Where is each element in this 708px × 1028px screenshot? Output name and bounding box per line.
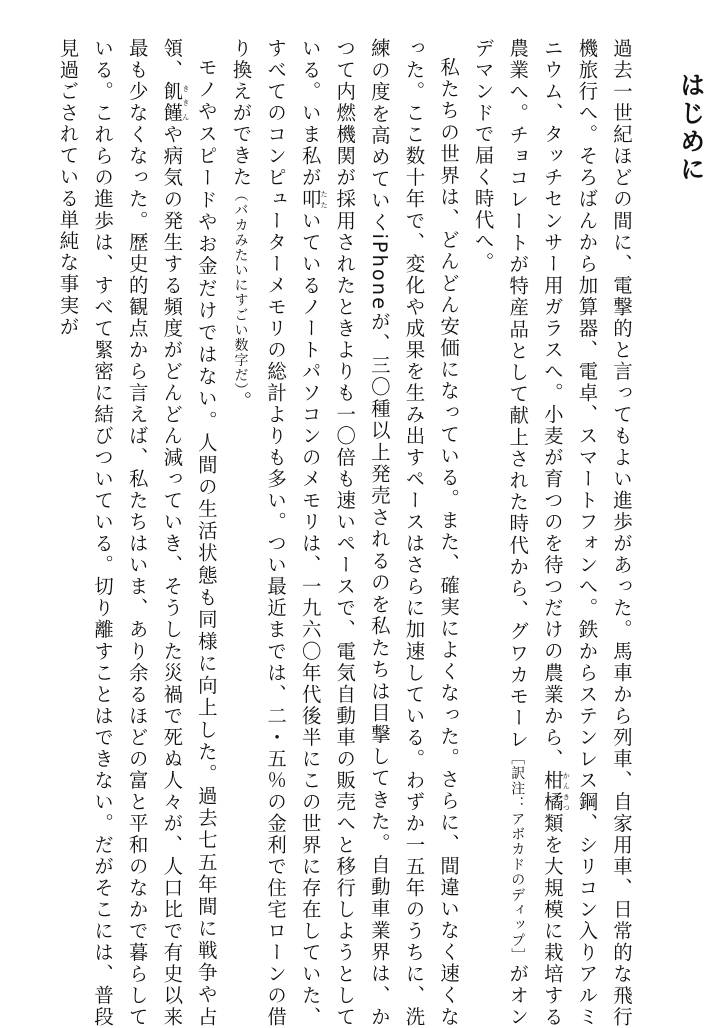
ruby-base-kikin: 飢饉 — [160, 81, 184, 125]
ruby-base-tataku: 叩 — [298, 188, 322, 211]
ruby-base-kankitsu: 柑橘 — [540, 769, 564, 813]
paragraph-3 — [50, 38, 223, 1028]
paragraph-1-text-c: がオンデマンドで届く時代へ。 — [471, 38, 530, 1028]
ruby-reading-kikin: ききん — [181, 81, 190, 125]
chapter-title: はじめに — [676, 72, 706, 184]
paragraph-2-text-a: 私たちの世界は、どんどん安価になっている。また、確実によくなった。さらに、間違いなく速くなった。ここ数十年で、変化や成果を生み出すペースはさらに加速している。わずか一五年のうちに、洗練の度を高めていくiPhoneが、三〇種以上発売されるのを私たちは目撃してきた。自動車業界は、かつて内燃機関が採用されたときよりも一〇倍も速いペースで、電気自動車の販売へと移行しようとしている。いま私が — [298, 38, 461, 1028]
furigana-tataku — [298, 188, 329, 211]
ruby-reading-tataku: たた — [320, 188, 329, 211]
ruby-reading-kankitsu: かんきつ — [562, 769, 571, 813]
paragraph-1 — [465, 38, 638, 1028]
aside-note: （バカみたいにすごい数字だ） — [232, 187, 249, 391]
paragraph-1-text-a: 過去一世紀ほどの間に、電撃的と言ってもよい進歩があった。馬車から列車、自家用車、日常的な飛行機旅行へ。そろばんから加算器、電卓、スマートフォンへ。鉄からステンレス鋼、シリコン入りアルミニウム、タッチセンサー用ガラスへ。小麦が育つのを待つだけの農業から、 — [540, 38, 633, 1028]
furigana-kankitsu — [540, 769, 571, 813]
body-text — [50, 38, 638, 1028]
translator-note-guacamole: ［訳注：アボカドのディップ］ — [509, 750, 526, 964]
paragraph-2-text-c: 。 — [229, 390, 253, 413]
paragraph-3-text-b: や病気の発生する頻度がどんどん減っていき、そうした災禍で死ぬ人々が、人口比で有史以来最も少なくなった。歴史的観点から言えば、私たちはいま、あり余るほどの富と平和のなかで暮らしている。これらの進歩は、すべて緊密に結びついている。切り離すことはできない。だがそこには、普段見過ごされている単純な事実が — [56, 38, 184, 1028]
paragraph-1-text-b: 類を大規模に栽培する農業へ。チョコレートが特産品として献上された時代から、グワカモーレ — [506, 38, 564, 1028]
furigana-kikin — [160, 81, 190, 125]
paragraph-2 — [223, 38, 465, 1028]
paragraph-2-text-b: いているノートパソコンのメモリは、一九六〇年代後半にこの世界に存在していた、すべてのコンピューターメモリの総計よりも多い。つい最近までは、二・五％の金利で住宅ローンの借り換えができた — [229, 38, 322, 1028]
paragraph-3-text-a: モノやスピードやお金だけではない。人間の生活状態も同様に向上した。過去七五年間に戦争や占領、 — [160, 38, 218, 1028]
